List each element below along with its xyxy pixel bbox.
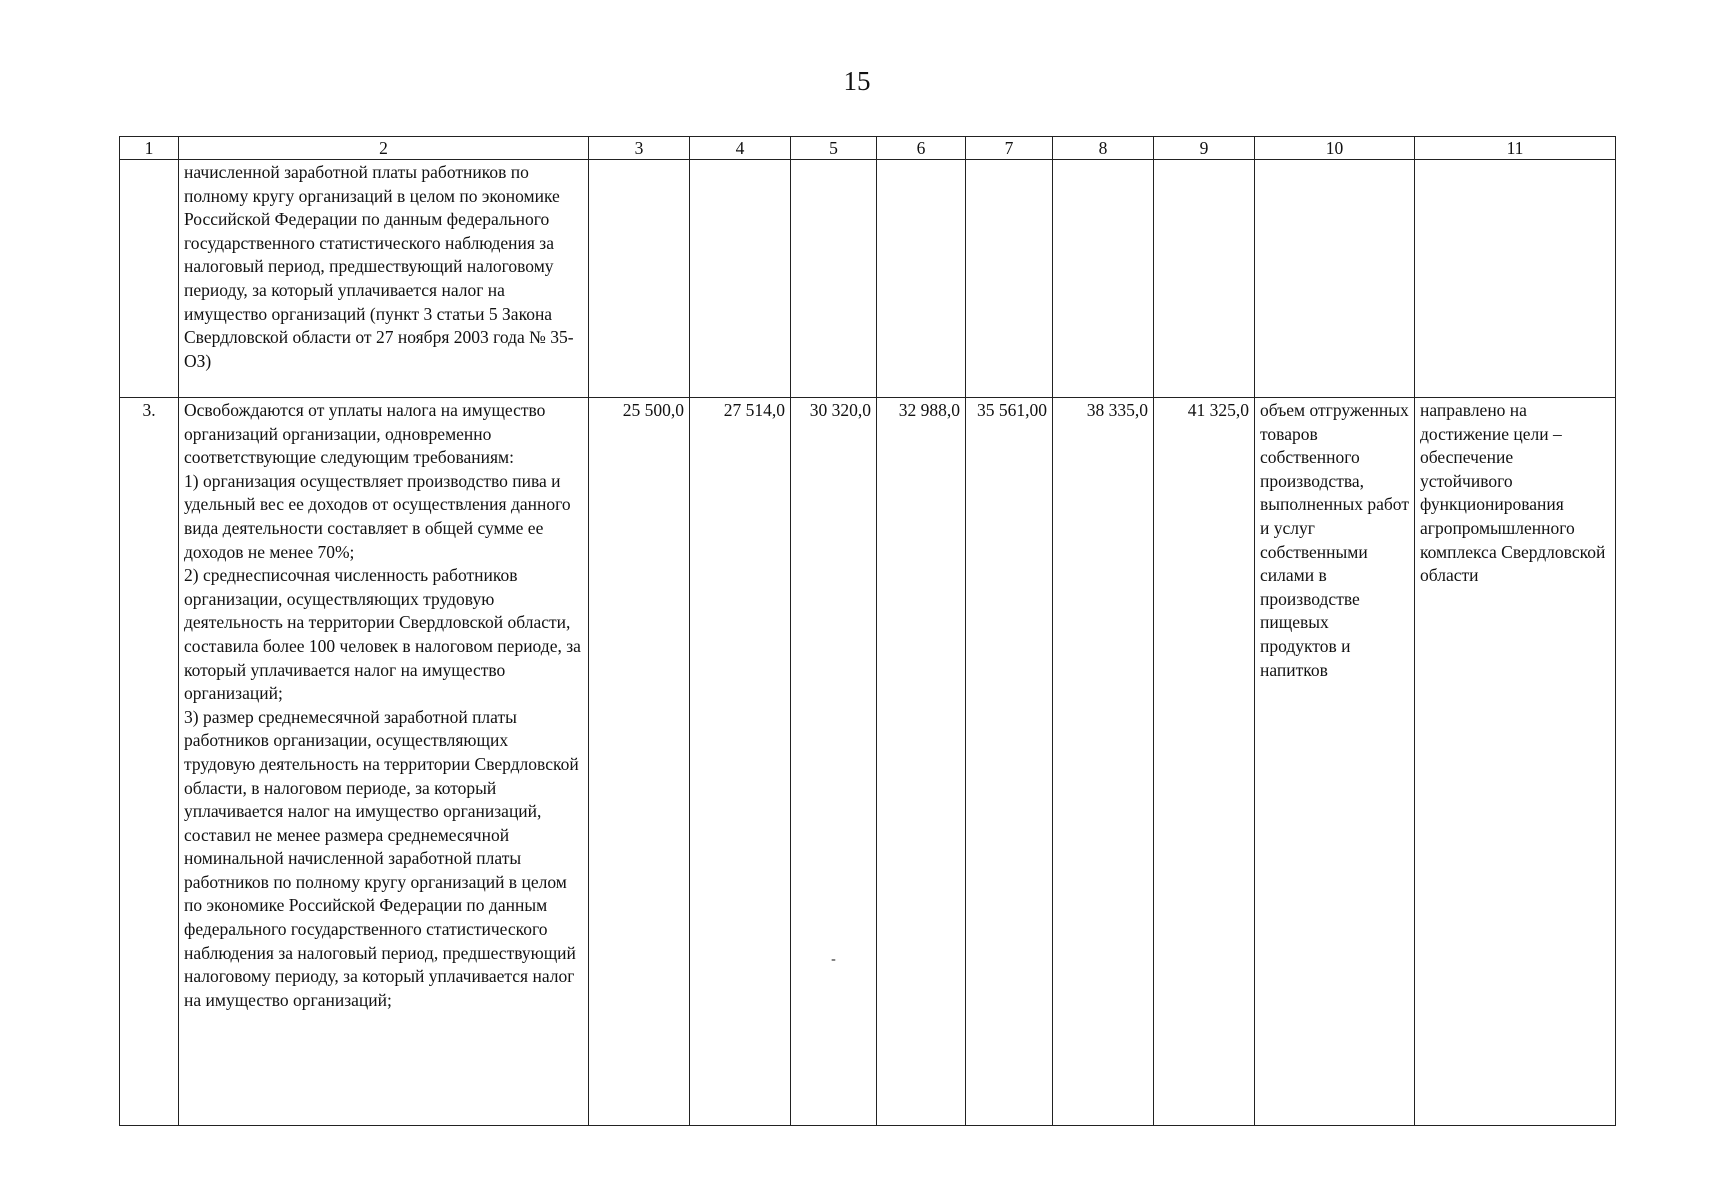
empty-cell (1154, 160, 1255, 398)
description-paragraph: 2) среднесписочная численность работников организации, осуществляющих трудовую деятельность на территории Свердловской области, составила более 100 человек в налоговом периоде, за который уплачивается налог на имущество организаций; (184, 565, 581, 704)
column-header: 6 (877, 137, 966, 160)
page-number: 15 (843, 66, 871, 96)
empty-cell (966, 160, 1053, 398)
empty-cell (589, 160, 690, 398)
goal-cell: направлено на достижение цели – обеспечение устойчивого функционирования агропромышленного комплекса Свердловской области (1415, 398, 1616, 1126)
empty-cell (1255, 160, 1415, 398)
row-description (179, 398, 589, 1126)
description-paragraph: Освобождаются от уплаты налога на имущество организаций организации, одновременно соответствующие следующим требованиям: (184, 400, 546, 468)
value-cell: 35 561,00 (966, 398, 1053, 1126)
indicator-cell: объем отгруженных товаров собственного производства, выполненных работ и услуг собственными силами в производстве пищевых продуктов и напитков (1255, 398, 1415, 1126)
description-paragraph: 3) размер среднемесячной заработной платы работников организации, осуществляющих трудовую деятельность на территории Свердловской области, в налоговом периоде, за который уплачивается налог на имущество организаций, составил не менее размера среднемесячной номинальной начисленной заработной платы работников по полному кругу организаций в целом по экономике Российской Федерации по данным федерального государственного статистического наблюдения за налоговый период, предшествующий налоговому периоду, за который уплачивается налог на имущество организаций; (184, 706, 579, 1010)
table-row-continuation (120, 160, 1616, 398)
description-paragraph: 1) организация осуществляет производство пива и удельный вес ее доходов от осуществления данного вида деятельности составляет в общей сумме ее доходов не менее 70%; (184, 470, 571, 562)
empty-cell (690, 160, 791, 398)
column-header: 3 (589, 137, 690, 160)
column-header: 1 (120, 137, 179, 160)
column-header: 9 (1154, 137, 1255, 160)
column-header: 8 (1053, 137, 1154, 160)
empty-cell (1415, 160, 1616, 398)
value-cell: 27 514,0 (690, 398, 791, 1126)
column-header: 11 (1415, 137, 1616, 160)
value-cell: 38 335,0 (1053, 398, 1154, 1126)
column-number-row (120, 137, 1616, 160)
column-header: 7 (966, 137, 1053, 160)
column-header: 4 (690, 137, 791, 160)
tax-benefits-table (119, 136, 1616, 1126)
dash-mark: - (831, 951, 836, 967)
row-description: начисленной заработной платы работников по полному кругу организаций в целом по экономике Российской Федерации по данным федерального государственного статистического наблюдения за налоговый период, предшествующий налоговому периоду, за который уплачивается налог на имущество организаций (пункт 3 статьи 5 Закона Свердловской области от 27 ноября 2003 года № 35-ОЗ) (179, 160, 589, 398)
value-cell: 32 988,0 (877, 398, 966, 1126)
column-header: 10 (1255, 137, 1415, 160)
empty-cell (877, 160, 966, 398)
column-header: 5 (791, 137, 877, 160)
value-cell (791, 398, 877, 1126)
value-cell: 41 325,0 (1154, 398, 1255, 1126)
column-header: 2 (179, 137, 589, 160)
empty-cell (1053, 160, 1154, 398)
value-cell: 25 500,0 (589, 398, 690, 1126)
row-index (120, 160, 179, 398)
table-row-3 (120, 398, 1616, 1126)
empty-cell (791, 160, 877, 398)
row-index: 3. (120, 398, 179, 1126)
value-text: 30 320,0 (809, 400, 871, 420)
